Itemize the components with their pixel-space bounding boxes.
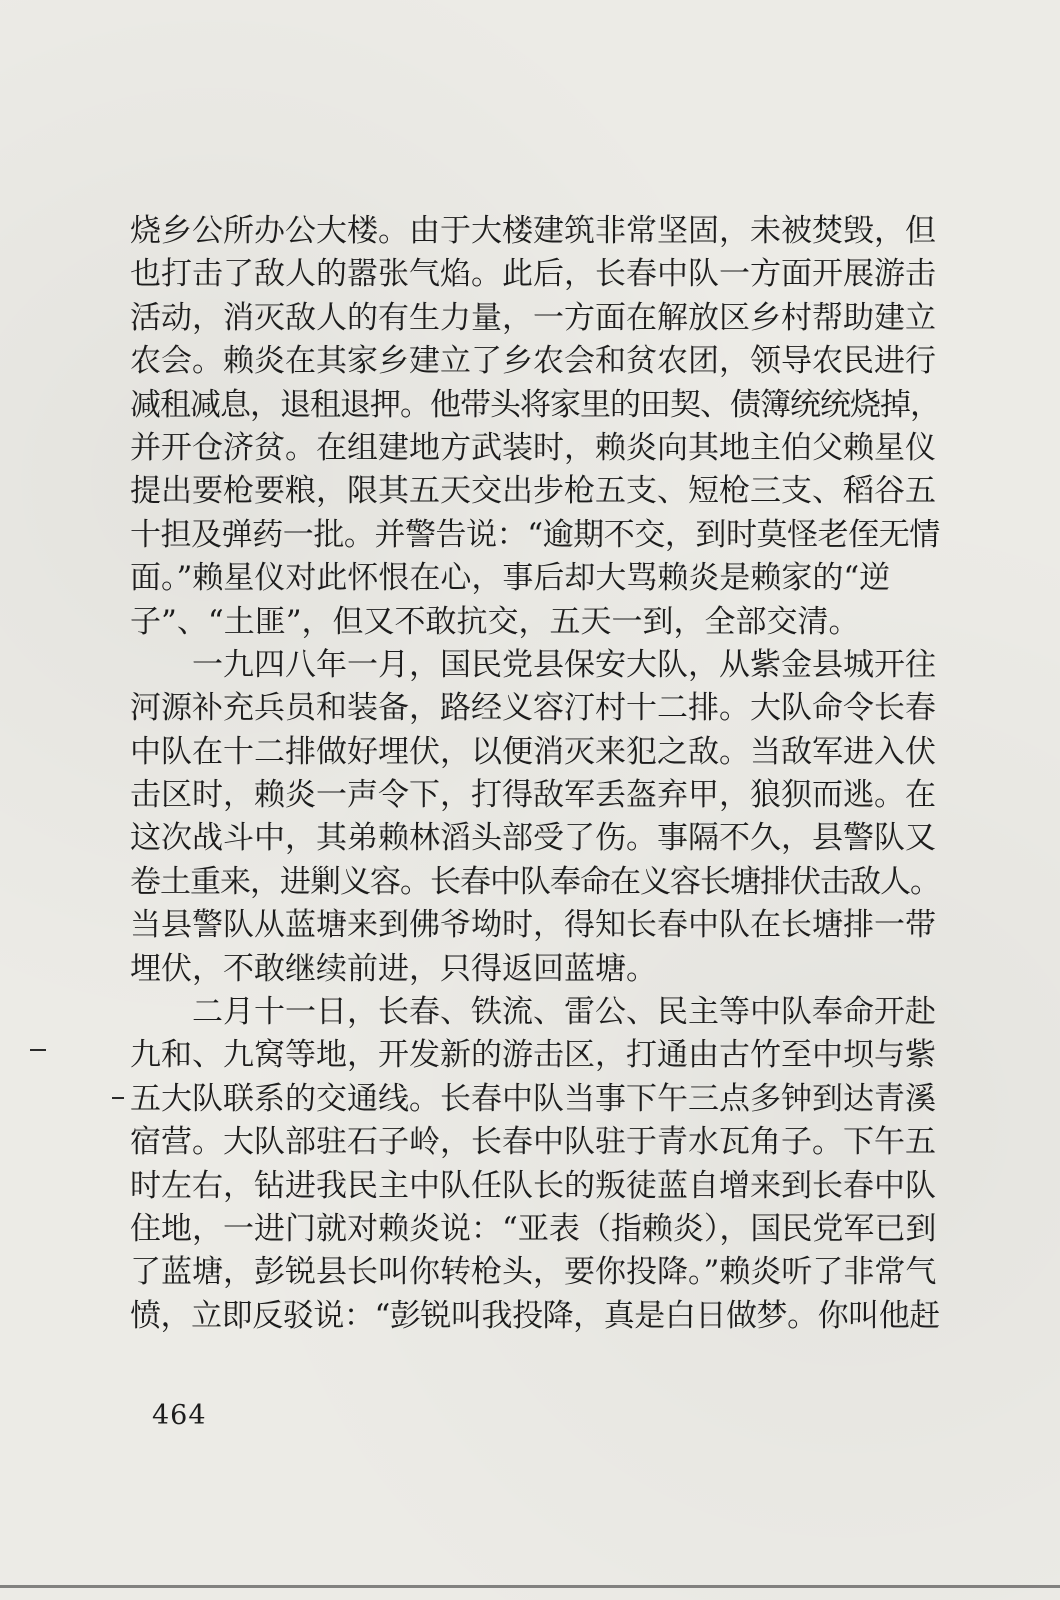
text-line: 减租减息，退租退押。他带头将家里的田契、债簿统统烧掉，	[130, 386, 940, 423]
text-line: 活动，消灭敌人的有生力量，一方面在解放区乡村帮助建立	[130, 299, 936, 336]
text-line: 烧乡公所办公大楼。由于大楼建筑非常坚固，未被焚毁，但	[130, 213, 936, 249]
text-line: 了蓝塘，彭锐县长叫你转枪头，要你投降。”赖炎听了非常气	[130, 1254, 937, 1291]
text-line: 当县警队从蓝塘来到佛爷坳时，得知长春中队在长塘排一带	[130, 907, 936, 944]
text-line: 农会。赖炎在其家乡建立了乡农会和贫农团，领导农民进行	[130, 343, 936, 380]
text-line: 中队在十二排做好埋伏，以便消灭来犯之敌。当敌军进入伏	[130, 733, 936, 770]
text-line: 时左右，钻进我民主中队任队长的叛徒蓝自增来到长春中队	[130, 1167, 936, 1204]
text-line: 河源补充兵员和装备，路经义容汀村十二排。大队命令长春	[130, 690, 936, 727]
text-line: 五大队联系的交通线。长春中队当事下午三点多钟到达青溪	[130, 1080, 936, 1117]
scan-edge-rule	[0, 1585, 1060, 1588]
text-line: 埋伏，不敢继续前进，只得返回蓝塘。	[130, 950, 657, 987]
margin-mark	[30, 1049, 46, 1051]
text-line: 住地，一进门就对赖炎说：“亚表（指赖炎），国民党军已到	[130, 1210, 937, 1247]
text-line: 九和、九窝等地，开发新的游击区，打通由古竹至中坝与紫	[130, 1037, 936, 1074]
margin-mark	[112, 1097, 124, 1099]
page-number: 464	[152, 1400, 207, 1431]
text-line: 面。”赖星仪对此怀恨在心，事后却大骂赖炎是赖家的“逆	[130, 560, 891, 597]
text-line: 二月十一日，长春、铁流、雷公、民主等中队奉命开赴	[192, 994, 936, 1031]
text-line: 也打击了敌人的嚣张气焰。此后，长春中队一方面开展游击	[130, 256, 936, 293]
text-line: 卷土重来，进剿义容。长春中队奉命在义容长塘排伏击敌人。	[130, 863, 940, 900]
text-line: 子”、“土匪”，但又不敢抗交，五天一到，全部交清。	[130, 603, 860, 640]
text-line: 提出要枪要粮，限其五天交出步枪五支、短枪三支、稻谷五	[130, 473, 936, 510]
text-line: 这次战斗中，其弟赖林滔头部受了伤。事隔不久，县警队又	[130, 820, 936, 857]
text-line: 击区时，赖炎一声令下，打得敌军丢盔弃甲，狼狈而逃。在	[130, 777, 936, 814]
text-line: 并开仓济贫。在组建地方武装时，赖炎向其地主伯父赖星仪	[130, 429, 936, 466]
text-line: 宿营。大队部驻石子岭，长春中队驻于青水瓦角子。下午五	[130, 1124, 936, 1161]
text-line: 一九四八年一月，国民党县保安大队，从紫金县城开往	[192, 646, 936, 683]
text-line: 愤，立即反驳说：“彭锐叫我投降，真是白日做梦。你叫他赶	[130, 1297, 940, 1334]
body-text	[130, 210, 940, 1338]
text-line: 十担及弹药一批。并警告说：“逾期不交，到时莫怪老侄无情	[130, 516, 940, 553]
